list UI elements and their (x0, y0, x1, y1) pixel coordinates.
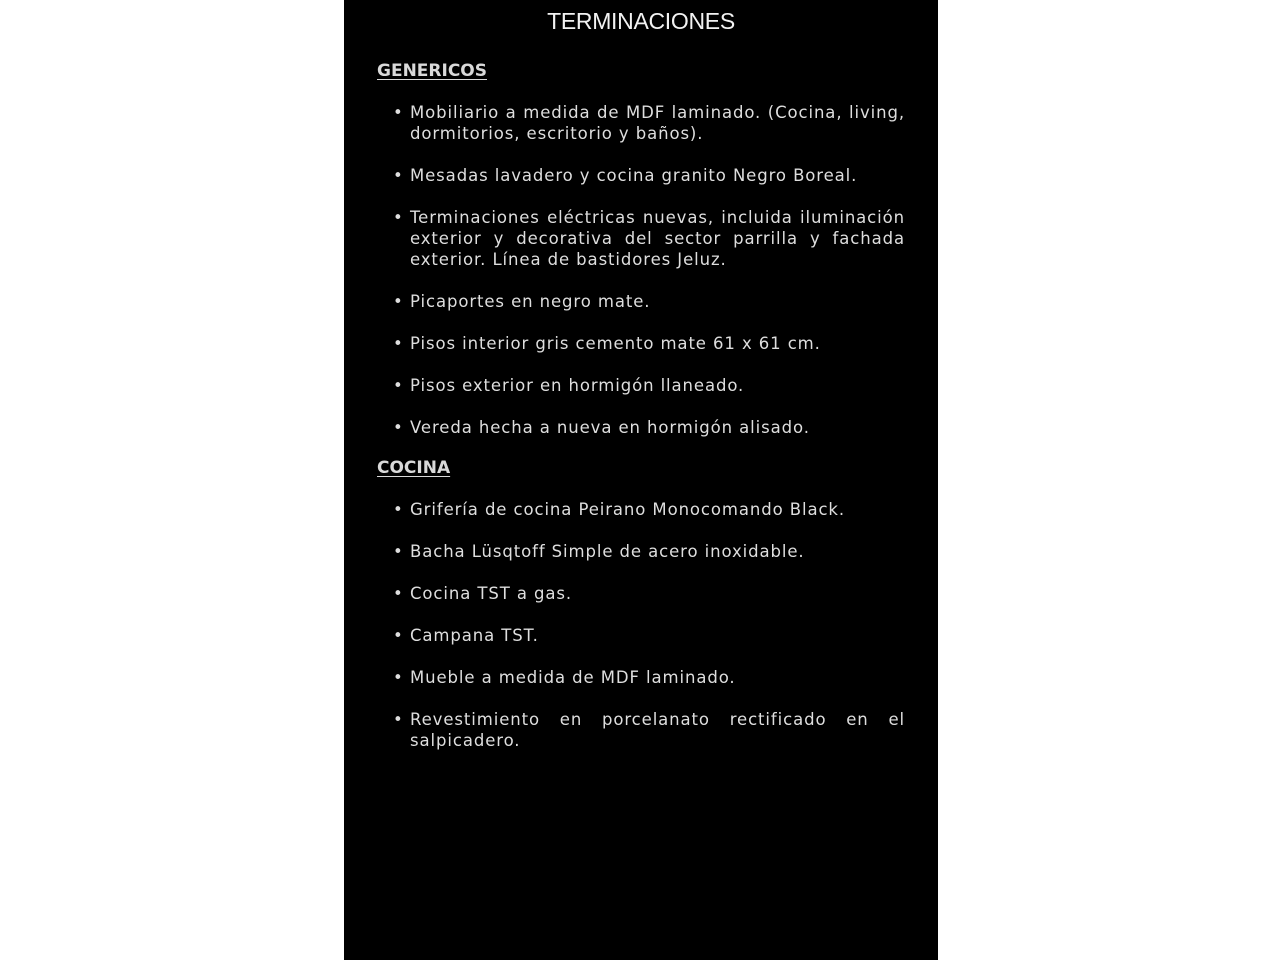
document-page (344, 0, 938, 960)
list-item: • Mueble a medida de MDF laminado. (393, 667, 905, 688)
list-item: • Pisos interior gris cemento mate 61 x 61 cm. (393, 333, 905, 354)
list-item: • Mobiliario a medida de MDF laminado. (Cocina, living, dormitorios, escritorio y baños). (393, 102, 905, 144)
cocina-list (393, 499, 905, 772)
list-item: • Vereda hecha a nueva en hormigón alisado. (393, 417, 905, 438)
page-title: TERMINACIONES (547, 8, 735, 34)
list-item: • Picaportes en negro mate. (393, 291, 905, 312)
list-item: • Pisos exterior en hormigón llaneado. (393, 375, 905, 396)
list-item: • Campana TST. (393, 625, 905, 646)
list-item: • Terminaciones eléctricas nuevas, incluida iluminación exterior y decorativa del sector parrilla y fachada exterior. Línea de bastidores Jeluz. (393, 207, 905, 270)
list-item: • Grifería de cocina Peirano Monocomando Black. (393, 499, 905, 520)
list-item: • Bacha Lüsqtoff Simple de acero inoxidable. (393, 541, 905, 562)
list-item: • Revestimiento en porcelanato rectificado en el salpicadero. (393, 709, 905, 751)
section-heading-cocina: COCINA (377, 458, 451, 478)
section-heading-genericos: GENERICOS (377, 61, 487, 81)
list-item: • Mesadas lavadero y cocina granito Negro Boreal. (393, 165, 905, 186)
list-item: • Cocina TST a gas. (393, 583, 905, 604)
genericos-list (393, 102, 905, 459)
